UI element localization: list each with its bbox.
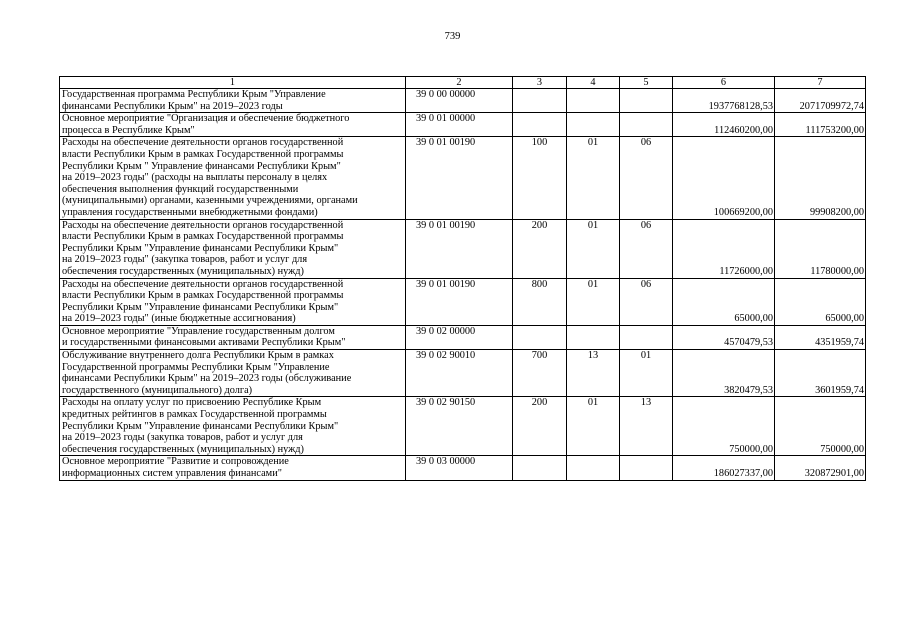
row-amount-2022: 3820479,53 xyxy=(673,350,775,397)
row-section: 01 xyxy=(567,219,620,278)
row-expense-type: 700 xyxy=(513,350,567,397)
row-expense-type xyxy=(513,456,567,480)
row-name-line: управления государственными внебюджетными фондами) xyxy=(62,206,318,218)
row-name-line: на 2019–2023 годы" (расходы на выплаты персоналу в целях xyxy=(62,172,328,184)
row-name xyxy=(60,89,406,113)
row-name-line: власти Республики Крым в рамках Государственной программы xyxy=(62,290,344,302)
header-cell-4: 4 xyxy=(567,77,620,89)
row-name-line: власти Республики Крым в рамках Государственной программы xyxy=(62,148,344,160)
row-name-line: Государственной программы Республики Крым "Управление xyxy=(62,361,330,373)
row-section: 01 xyxy=(567,278,620,325)
row-name-line: Обслуживание внутреннего долга Республики Крым в рамках xyxy=(62,350,334,362)
header-cell-3: 3 xyxy=(513,77,567,89)
row-amount-2023: 65000,00 xyxy=(775,278,866,325)
row-name-line: обеспечения выполнения функций государственными xyxy=(62,183,299,195)
row-name-line: на 2019–2023 годы" (закупка товаров, работ и услуг для xyxy=(62,254,308,266)
row-section: 13 xyxy=(567,350,620,397)
table-row xyxy=(60,137,866,219)
row-name-line: Основное мероприятие "Развитие и сопровождение xyxy=(62,456,289,468)
table-row xyxy=(60,113,866,137)
row-amount-2022: 112460200,00 xyxy=(673,113,775,137)
row-code: 39 0 01 00000 xyxy=(406,113,513,137)
table-row xyxy=(60,456,866,480)
row-amount-2022: 750000,00 xyxy=(673,397,775,456)
row-code: 39 0 01 00190 xyxy=(406,219,513,278)
row-amount-2022: 186027337,00 xyxy=(673,456,775,480)
row-name-line: Республики Крым "Управление финансами Республики Крым" xyxy=(62,301,339,313)
header-cell-6: 6 xyxy=(673,77,775,89)
row-subsection xyxy=(620,89,673,113)
row-code: 39 0 01 00190 xyxy=(406,137,513,219)
budget-table xyxy=(59,76,866,481)
table-row xyxy=(60,350,866,397)
header-cell-7: 7 xyxy=(775,77,866,89)
row-name-line: Основное мероприятие "Управление государственным долгом xyxy=(62,325,335,337)
row-name-line: кредитных рейтингов в рамках Государственной программы xyxy=(62,409,327,421)
row-amount-2023: 111753200,00 xyxy=(775,113,866,137)
row-amount-2023: 11780000,00 xyxy=(775,219,866,278)
row-name xyxy=(60,397,406,456)
row-name xyxy=(60,325,406,349)
table-row xyxy=(60,89,866,113)
row-name-line: на 2019–2023 годы (закупка товаров, работ и услуг для xyxy=(62,432,303,444)
row-section xyxy=(567,456,620,480)
row-name-line: Расходы на обеспечение деятельности органов государственной xyxy=(62,137,344,149)
header-cell-2: 2 xyxy=(406,77,513,89)
row-section: 01 xyxy=(567,397,620,456)
row-section xyxy=(567,325,620,349)
row-amount-2023: 2071709972,74 xyxy=(775,89,866,113)
row-subsection: 06 xyxy=(620,137,673,219)
row-code: 39 0 00 00000 xyxy=(406,89,513,113)
row-name xyxy=(60,456,406,480)
row-name-line: Республики Крым " Управление финансами Республики Крым" xyxy=(62,160,341,172)
row-name-line: финансами Республики Крым" на 2019–2023 годы (обслуживание xyxy=(62,373,352,385)
row-name-line: финансами Республики Крым" на 2019–2023 годы xyxy=(62,100,283,112)
row-name-line: процесса в Республике Крым" xyxy=(62,124,195,136)
row-expense-type: 200 xyxy=(513,397,567,456)
header-row xyxy=(60,77,866,89)
row-expense-type xyxy=(513,325,567,349)
row-amount-2023: 320872901,00 xyxy=(775,456,866,480)
table-row xyxy=(60,397,866,456)
row-amount-2022: 65000,00 xyxy=(673,278,775,325)
row-amount-2023: 4351959,74 xyxy=(775,325,866,349)
row-code: 39 0 01 00190 xyxy=(406,278,513,325)
header-cell-1: 1 xyxy=(60,77,406,89)
row-name-line: информационных систем управления финансами" xyxy=(62,468,282,479)
table-row xyxy=(60,278,866,325)
row-subsection xyxy=(620,113,673,137)
row-amount-2022: 1937768128,53 xyxy=(673,89,775,113)
page-number: 739 xyxy=(444,31,461,42)
row-subsection xyxy=(620,325,673,349)
row-name-line: Основное мероприятие "Организация и обеспечение бюджетного xyxy=(62,113,350,125)
row-expense-type: 200 xyxy=(513,219,567,278)
row-name xyxy=(60,350,406,397)
row-name-line: и государственными финансовыми активами Республики Крым" xyxy=(62,337,346,349)
row-name-line: государственного (муниципального) долга) xyxy=(62,384,253,396)
row-expense-type: 100 xyxy=(513,137,567,219)
row-name-line: Расходы на обеспечение деятельности органов государственной xyxy=(62,219,344,231)
row-amount-2023: 3601959,74 xyxy=(775,350,866,397)
row-code: 39 0 02 90150 xyxy=(406,397,513,456)
row-name xyxy=(60,219,406,278)
table-body xyxy=(60,77,866,481)
row-name-line: обеспечения государственных (муниципальных) нужд) xyxy=(62,443,304,455)
row-amount-2022: 4570479,53 xyxy=(673,325,775,349)
row-amount-2022: 100669200,00 xyxy=(673,137,775,219)
row-expense-type: 800 xyxy=(513,278,567,325)
row-code: 39 0 03 00000 xyxy=(406,456,513,480)
row-name-line: Республики Крым "Управление финансами Республики Крым" xyxy=(62,242,339,254)
row-subsection: 06 xyxy=(620,219,673,278)
row-expense-type xyxy=(513,113,567,137)
row-name-line: обеспечения государственных (муниципальных) нужд) xyxy=(62,265,304,277)
row-name xyxy=(60,113,406,137)
row-subsection: 13 xyxy=(620,397,673,456)
row-subsection: 01 xyxy=(620,350,673,397)
row-name-line: власти Республики Крым в рамках Государственной программы xyxy=(62,231,344,243)
row-name xyxy=(60,137,406,219)
row-expense-type xyxy=(513,89,567,113)
row-subsection xyxy=(620,456,673,480)
table-row xyxy=(60,325,866,349)
row-amount-2022: 11726000,00 xyxy=(673,219,775,278)
row-name-line: Республики Крым "Управление финансами Республики Крым" xyxy=(62,420,339,432)
row-name-line: Расходы на оплату услуг по присвоению Республике Крым xyxy=(62,397,322,409)
row-code: 39 0 02 90010 xyxy=(406,350,513,397)
row-section xyxy=(567,89,620,113)
row-section: 01 xyxy=(567,137,620,219)
row-name-line: (муниципальными) органами, казенными учреждениями, органами xyxy=(62,195,358,207)
row-name-line: Расходы на обеспечение деятельности органов государственной xyxy=(62,278,344,290)
table-row xyxy=(60,219,866,278)
row-name-line: на 2019–2023 годы" (иные бюджетные ассигнования) xyxy=(62,313,296,325)
row-amount-2023: 750000,00 xyxy=(775,397,866,456)
row-section xyxy=(567,113,620,137)
row-name-line: Государственная программа Республики Крым "Управление xyxy=(62,89,326,100)
row-name xyxy=(60,278,406,325)
header-cell-5: 5 xyxy=(620,77,673,89)
row-code: 39 0 02 00000 xyxy=(406,325,513,349)
row-subsection: 06 xyxy=(620,278,673,325)
row-amount-2023: 99908200,00 xyxy=(775,137,866,219)
